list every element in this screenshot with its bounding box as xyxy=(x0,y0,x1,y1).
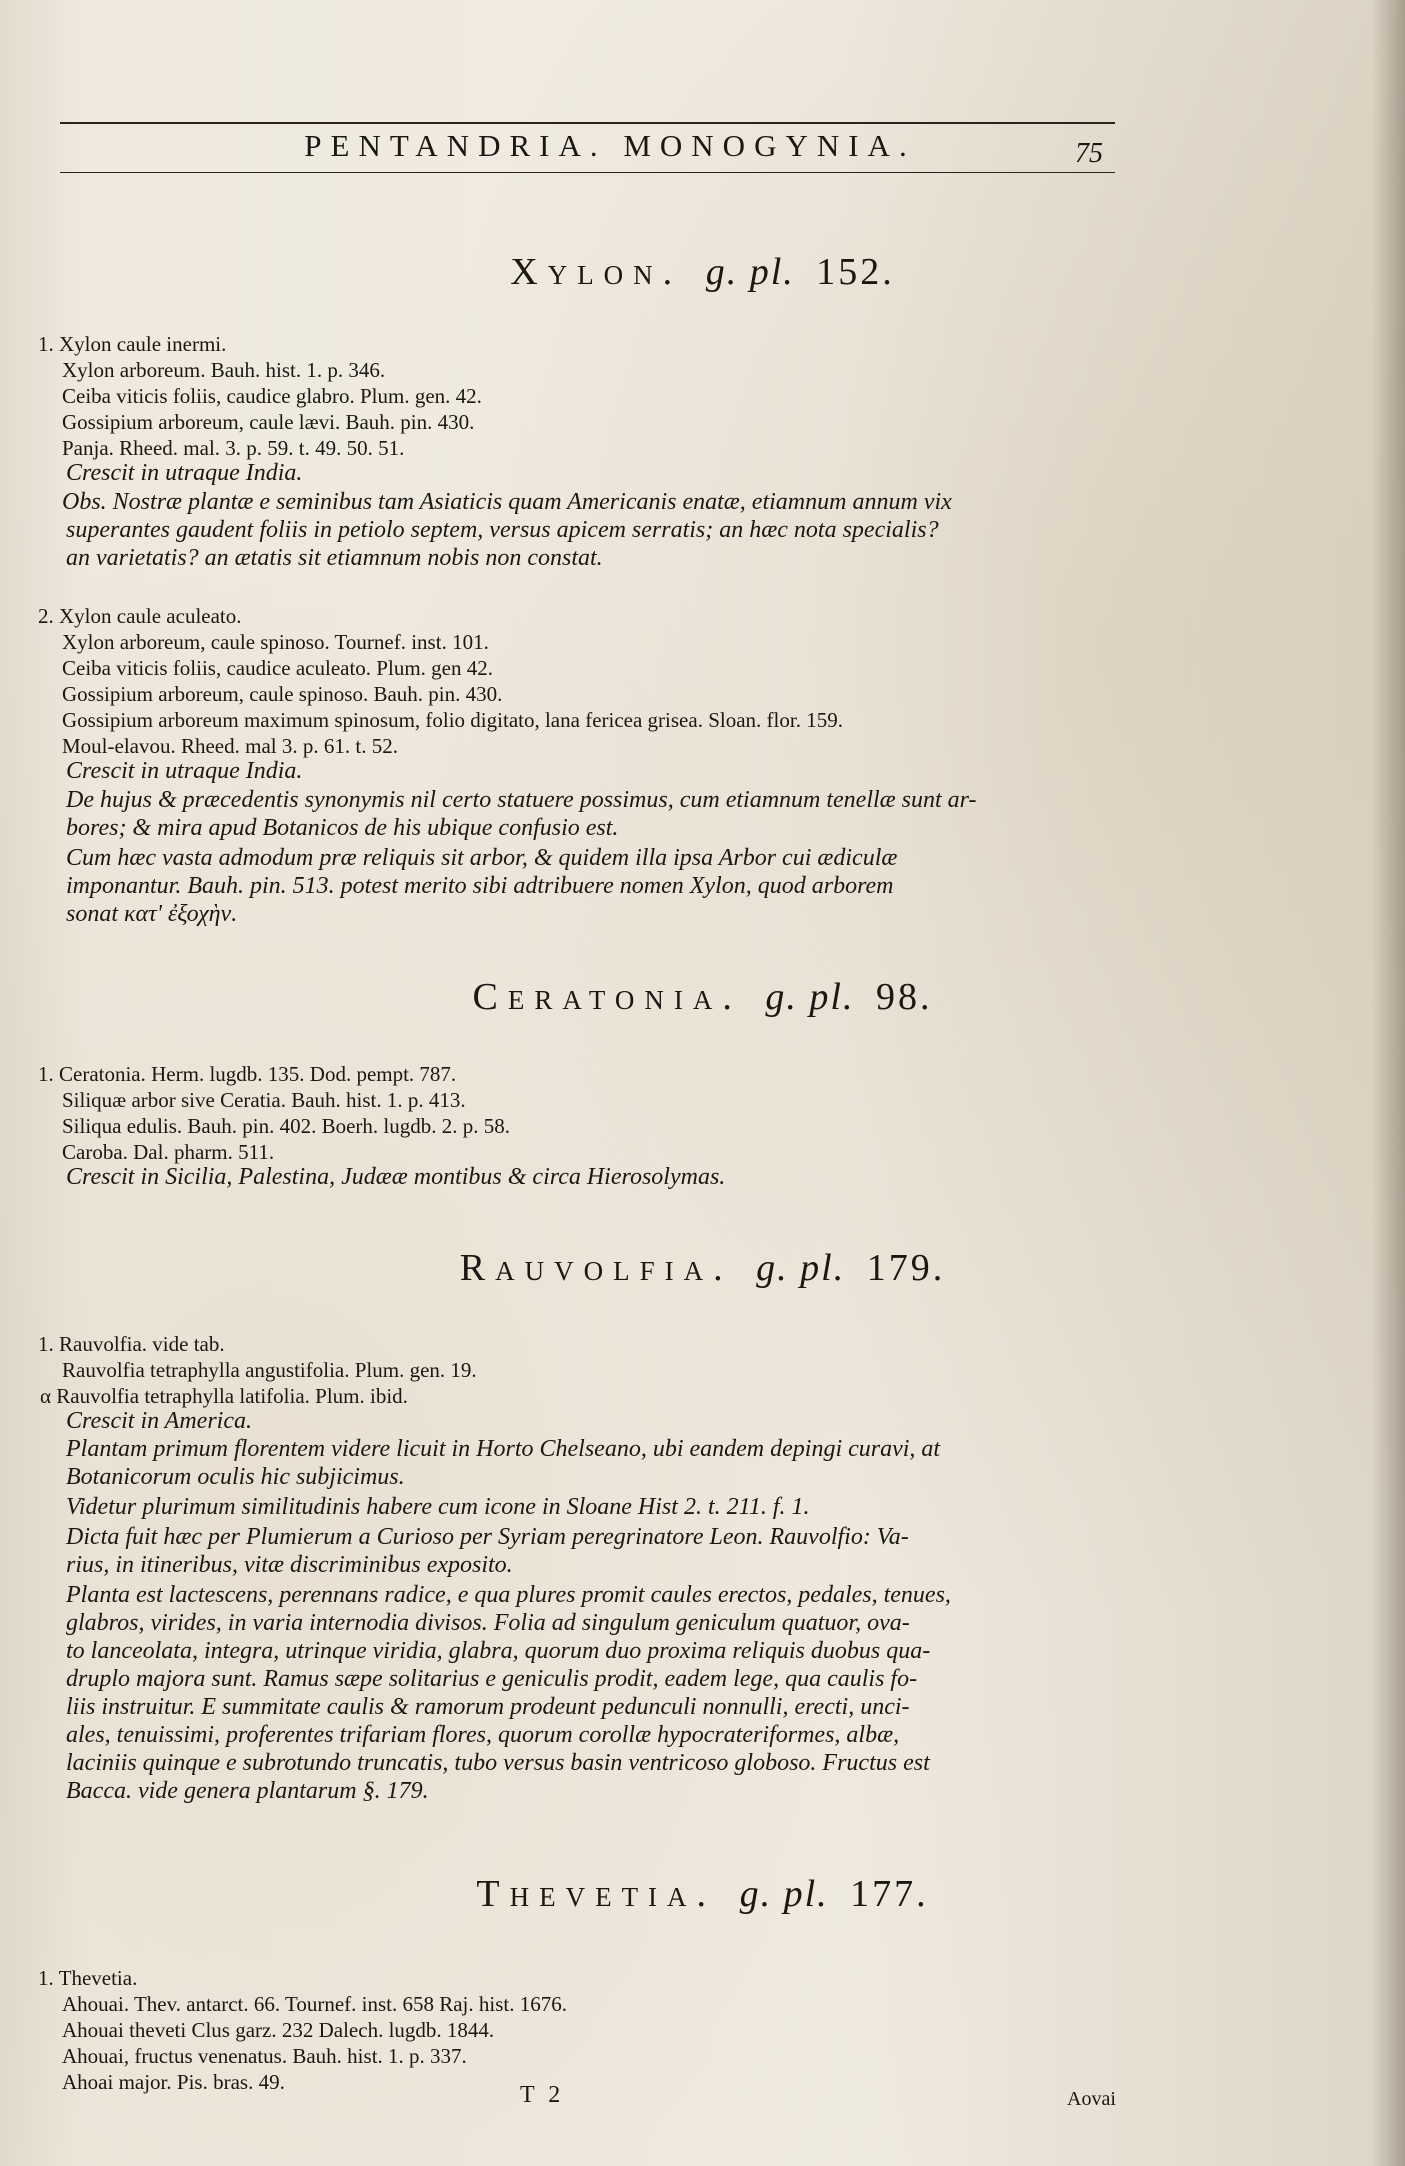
genus-name: Thevetia. xyxy=(476,1873,717,1915)
genus-ref: g. pl. xyxy=(765,976,855,1018)
description-line: liis instruitur. E summitate caulis & ramorum prodeunt pedunculi nonnulli, erecti, unci- xyxy=(66,1694,910,1720)
description-line: to lanceolata, integra, utrinque viridia, glabra, quorum duo proxima reliquis duobus qua- xyxy=(66,1638,931,1664)
species-heading: 1. Rauvolfia. vide tab. xyxy=(38,1332,225,1356)
header-rule-lower xyxy=(60,172,1115,173)
synonym-line: Ahouai, fructus venenatus. Bauh. hist. 1. p. 337. xyxy=(62,2044,467,2068)
genus-number: 177. xyxy=(850,1873,929,1915)
genus-number: 98. xyxy=(875,976,933,1018)
synonym-line: Xylon arboreum, caule spinoso. Tournef. inst. 101. xyxy=(62,630,489,654)
genus-ref: g. pl. xyxy=(705,251,795,293)
header-rule xyxy=(60,122,1115,124)
note-line: rius, in itineribus, vitæ discriminibus exposito. xyxy=(66,1552,513,1578)
synonym-line: Rauvolfia tetraphylla angustifolia. Plum. gen. 19. xyxy=(62,1358,477,1382)
genus-name: Xylon. xyxy=(510,251,683,293)
habitat-line: Crescit in utraque India. xyxy=(66,460,303,486)
species-heading: 1. Thevetia. xyxy=(38,1966,138,1990)
species-heading: 2. Xylon caule aculeato. xyxy=(38,604,242,628)
genus-name: Ceratonia. xyxy=(472,976,742,1018)
note-line: Dicta fuit hæc per Plumierum a Curioso per Syriam peregrinatore Leon. Rauvolfio: Va- xyxy=(66,1524,909,1550)
description-line: druplo majora sunt. Ramus sæpe solitarius e geniculis prodit, eadem lege, qua caulis fo- xyxy=(66,1666,918,1692)
synonym-line: Ceiba viticis foliis, caudice aculeato. Plum. gen 42. xyxy=(62,656,493,680)
catchword: Aovai xyxy=(1067,2088,1116,2110)
description-line: glabros, virides, in varia internodia divisos. Folia ad singulum geniculum quatuor, ova- xyxy=(66,1610,910,1636)
synonym-line: Gossipium arboreum, caule spinoso. Bauh. pin. 430. xyxy=(62,682,503,706)
note-line: Plantam primum florentem videre licuit in Horto Chelseano, ubi eandem depingi curavi, at xyxy=(66,1436,941,1462)
description-line: laciniis quinque e subrotundo truncatis, tubo versus basin ventricoso globoso. Fructus est xyxy=(66,1750,930,1776)
note-line: Botanicorum oculis hic subjicimus. xyxy=(66,1464,405,1490)
genus-ref: g. pl. xyxy=(756,1247,846,1289)
synonym-line: Siliquæ arbor sive Ceratia. Bauh. hist. 1. p. 413. xyxy=(62,1088,466,1112)
genus-heading-rauvolfia xyxy=(0,1246,1405,1290)
synonym-line: Gossipium arboreum, caule lævi. Bauh. pin. 430. xyxy=(62,410,475,434)
synonym-line: Panja. Rheed. mal. 3. p. 59. t. 49. 50. 51. xyxy=(62,436,405,460)
synonym-line: Gossipium arboreum maximum spinosum, folio digitato, lana fericea grisea. Sloan. flor. 159. xyxy=(62,708,843,732)
description-line: Bacca. vide genera plantarum §. 179. xyxy=(66,1778,429,1804)
description-line: Planta est lactescens, perennans radice, e qua plures promit caules erectos, pedales, tenues, xyxy=(66,1582,951,1608)
observation-line: an varietatis? an ætatis sit etiamnum nobis non constat. xyxy=(66,545,603,571)
description-line: ales, tenuissimi, proferentes trifariam flores, quorum corollæ hypocrateriformes, albæ, xyxy=(66,1722,900,1748)
habitat-line: Crescit in Sicilia, Palestina, Judææ montibus & circa Hierosolymas. xyxy=(66,1164,726,1190)
habitat-line: Crescit in America. xyxy=(66,1408,252,1434)
synonym-line: Moul-elavou. Rheed. mal 3. p. 61. t. 52. xyxy=(62,734,398,758)
synonym-line: Ahouai. Thev. antarct. 66. Tournef. inst. 658 Raj. hist. 1676. xyxy=(62,1992,567,2016)
note-line: bores; & mira apud Botanicos de his ubique confusio est. xyxy=(66,815,619,841)
genus-number: 179. xyxy=(866,1247,946,1289)
note-line: sonat κατ' ἐξοχὴν. xyxy=(66,901,238,927)
genus-number: 152. xyxy=(816,251,895,293)
running-head: PENTANDRIA. MONOGYNIA. xyxy=(304,128,916,163)
synonym-line: Siliqua edulis. Bauh. pin. 402. Boerh. lugdb. 2. p. 58. xyxy=(62,1114,510,1138)
genus-heading-ceratonia xyxy=(0,975,1405,1019)
synonym-line: Ceiba viticis foliis, caudice glabro. Plum. gen. 42. xyxy=(62,384,482,408)
genus-name: Rauvolfia. xyxy=(459,1247,733,1289)
genus-ref: g. pl. xyxy=(739,1873,829,1915)
page-gutter-shadow xyxy=(1371,0,1405,2166)
note-line: Cum hæc vasta admodum præ reliquis sit arbor, & quidem illa ipsa Arbor cui ædiculæ xyxy=(66,845,898,871)
synonym-line: Xylon arboreum. Bauh. hist. 1. p. 346. xyxy=(62,358,386,382)
variety-line: α Rauvolfia tetraphylla latifolia. Plum. ibid. xyxy=(40,1384,408,1408)
observation-line: superantes gaudent foliis in petiolo septem, versus apicem serratis; an hæc nota specialis? xyxy=(66,517,939,543)
observation-line: Obs. Nostræ plantæ e seminibus tam Asiaticis quam Americanis enatæ, etiamnum annum vix xyxy=(62,489,952,515)
note-line: imponantur. Bauh. pin. 513. potest merito sibi adtribuere nomen Xylon, quod arborem xyxy=(66,873,894,899)
synonym-line: Ahoai major. Pis. bras. 49. xyxy=(62,2070,285,2094)
page-number: 75 xyxy=(1075,138,1103,169)
synonym-line: Ahouai theveti Clus garz. 232 Dalech. lugdb. 1844. xyxy=(62,2018,495,2042)
species-heading: 1. Ceratonia. Herm. lugdb. 135. Dod. pempt. 787. xyxy=(38,1062,457,1086)
habitat-line: Crescit in utraque India. xyxy=(66,758,303,784)
synonym-line: Caroba. Dal. pharm. 511. xyxy=(62,1140,275,1164)
species-heading: 1. Xylon caule inermi. xyxy=(38,332,227,356)
genus-heading-thevetia xyxy=(0,1872,1405,1916)
note-line: De hujus & præcedentis synonymis nil certo statuere possimus, cum etiamnum tenellæ sunt ar- xyxy=(66,787,977,813)
genus-heading-xylon xyxy=(0,250,1405,294)
note-line: Videtur plurimum similitudinis habere cum icone in Sloane Hist 2. t. 211. f. 1. xyxy=(66,1494,810,1520)
signature-mark: T 2 xyxy=(520,2082,565,2108)
